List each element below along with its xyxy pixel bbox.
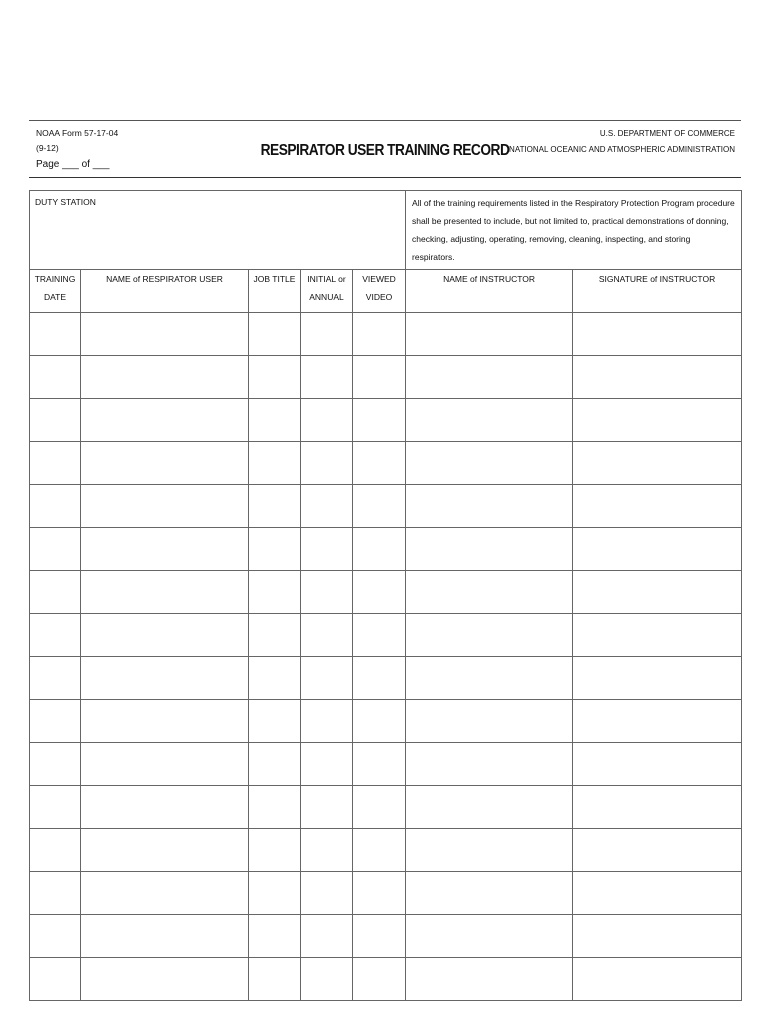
table-row [30,657,742,700]
col-instructor-name: NAME of INSTRUCTOR [406,270,573,313]
instructor-signature-cell[interactable] [573,872,742,915]
instructor-name-cell[interactable] [406,829,573,872]
table-row [30,356,742,399]
viewed-video-cell[interactable] [353,958,406,1001]
instructor-signature-cell[interactable] [573,442,742,485]
user-name-cell[interactable] [81,313,249,356]
training-date-cell[interactable] [30,829,81,872]
training-date-cell[interactable] [30,700,81,743]
user-name-cell[interactable] [81,485,249,528]
col-respirator-user-name: NAME of RESPIRATOR USER [81,270,249,313]
training-date-cell[interactable] [30,958,81,1001]
instructor-signature-cell[interactable] [573,700,742,743]
instructor-name-cell[interactable] [406,571,573,614]
initial-annual-cell[interactable] [301,958,353,1001]
job-title-cell[interactable] [249,700,301,743]
job-title-cell[interactable] [249,786,301,829]
job-title-cell[interactable] [249,872,301,915]
user-name-cell[interactable] [81,614,249,657]
initial-annual-cell[interactable] [301,700,353,743]
training-date-cell[interactable] [30,614,81,657]
table-row [30,442,742,485]
training-date-cell[interactable] [30,399,81,442]
training-requirements-note: All of the training requirements listed in the Respiratory Protection Program procedure shall be presented to include, but not limited to, practical demonstrations of donning, checking, adjusting, operating, removing, cleaning, inspecting, and storing respirators. [406,191,742,270]
training-date-cell[interactable] [30,485,81,528]
training-record-table [29,190,742,1001]
form-number: NOAA Form 57-17-04 [36,128,119,138]
initial-annual-cell[interactable] [301,485,353,528]
user-name-cell[interactable] [81,700,249,743]
instructor-name-cell[interactable] [406,528,573,571]
table-row [30,743,742,786]
table-row [30,614,742,657]
form-revision: (9-12) [36,143,59,153]
training-date-cell[interactable] [30,872,81,915]
job-title-cell[interactable] [249,614,301,657]
user-name-cell[interactable] [81,743,249,786]
training-date-cell[interactable] [30,786,81,829]
initial-annual-cell[interactable] [301,313,353,356]
viewed-video-cell[interactable] [353,313,406,356]
user-name-cell[interactable] [81,872,249,915]
viewed-video-cell[interactable] [353,829,406,872]
initial-annual-cell[interactable] [301,915,353,958]
instructor-name-cell[interactable] [406,356,573,399]
duty-station-row [30,191,742,270]
instructor-signature-cell[interactable] [573,958,742,1001]
table-row [30,786,742,829]
job-title-cell[interactable] [249,313,301,356]
training-date-cell[interactable] [30,356,81,399]
viewed-video-cell[interactable] [353,442,406,485]
instructor-name-cell[interactable] [406,442,573,485]
viewed-video-cell[interactable] [353,528,406,571]
initial-annual-cell[interactable] [301,786,353,829]
form-title: RESPIRATOR USER TRAINING RECORD [260,142,510,159]
job-title-cell[interactable] [249,399,301,442]
col-viewed-video: VIEWED VIDEO [353,270,406,313]
initial-annual-cell[interactable] [301,442,353,485]
viewed-video-cell[interactable] [353,700,406,743]
training-date-cell[interactable] [30,442,81,485]
viewed-video-cell[interactable] [353,872,406,915]
training-date-cell[interactable] [30,657,81,700]
viewed-video-cell[interactable] [353,614,406,657]
viewed-video-cell[interactable] [353,657,406,700]
agency-block [509,126,735,158]
initial-annual-cell[interactable] [301,356,353,399]
table-row [30,528,742,571]
instructor-name-cell[interactable] [406,915,573,958]
job-title-cell[interactable] [249,657,301,700]
col-initial-or-annual: INITIAL or ANNUAL [301,270,353,313]
training-date-cell[interactable] [30,743,81,786]
initial-annual-cell[interactable] [301,571,353,614]
job-title-cell[interactable] [249,743,301,786]
table-row [30,700,742,743]
instructor-name-cell[interactable] [406,614,573,657]
col-instructor-signature: SIGNATURE of INSTRUCTOR [573,270,742,313]
table-row [30,915,742,958]
initial-annual-cell[interactable] [301,829,353,872]
instructor-name-cell[interactable] [406,958,573,1001]
instructor-signature-cell[interactable] [573,614,742,657]
initial-annual-cell[interactable] [301,657,353,700]
viewed-video-cell[interactable] [353,356,406,399]
training-date-cell[interactable] [30,313,81,356]
table-row [30,571,742,614]
instructor-name-cell[interactable] [406,485,573,528]
column-header-row [30,270,742,313]
instructor-name-cell[interactable] [406,872,573,915]
table-row [30,958,742,1001]
job-title-cell[interactable] [249,571,301,614]
agency-name: NATIONAL OCEANIC AND ATMOSPHERIC ADMINISTRATION [509,145,735,154]
col-job-title: JOB TITLE [249,270,301,313]
viewed-video-cell[interactable] [353,485,406,528]
user-name-cell[interactable] [81,571,249,614]
user-name-cell[interactable] [81,442,249,485]
form-header [29,120,741,178]
job-title-cell[interactable] [249,356,301,399]
table-row [30,399,742,442]
page-indicator: Page ___ of ___ [36,159,110,170]
instructor-signature-cell[interactable] [573,313,742,356]
job-title-cell[interactable] [249,958,301,1001]
duty-station-field[interactable] [30,191,406,270]
initial-annual-cell[interactable] [301,872,353,915]
training-date-cell[interactable] [30,528,81,571]
initial-annual-cell[interactable] [301,743,353,786]
job-title-cell[interactable] [249,528,301,571]
user-name-cell[interactable] [81,528,249,571]
user-name-cell[interactable] [81,829,249,872]
viewed-video-cell[interactable] [353,743,406,786]
instructor-name-cell[interactable] [406,657,573,700]
table-row [30,872,742,915]
instructor-signature-cell[interactable] [573,528,742,571]
instructor-name-cell[interactable] [406,743,573,786]
viewed-video-cell[interactable] [353,786,406,829]
initial-annual-cell[interactable] [301,614,353,657]
viewed-video-cell[interactable] [353,571,406,614]
training-date-cell[interactable] [30,915,81,958]
instructor-signature-cell[interactable] [573,743,742,786]
table-row [30,485,742,528]
instructor-signature-cell[interactable] [573,786,742,829]
instructor-signature-cell[interactable] [573,571,742,614]
user-name-cell[interactable] [81,786,249,829]
entry-rows [30,313,742,1001]
initial-annual-cell[interactable] [301,399,353,442]
table-row [30,829,742,872]
instructor-name-cell[interactable] [406,313,573,356]
duty-station-label: DUTY STATION [35,197,96,207]
user-name-cell[interactable] [81,958,249,1001]
user-name-cell[interactable] [81,356,249,399]
job-title-cell[interactable] [249,829,301,872]
job-title-cell[interactable] [249,485,301,528]
instructor-signature-cell[interactable] [573,915,742,958]
user-name-cell[interactable] [81,399,249,442]
viewed-video-cell[interactable] [353,399,406,442]
department-name: U.S. DEPARTMENT OF COMMERCE [599,129,735,138]
col-training-date: TRAINING DATE [30,270,81,313]
job-title-cell[interactable] [249,442,301,485]
job-title-cell[interactable] [249,915,301,958]
instructor-signature-cell[interactable] [573,485,742,528]
user-name-cell[interactable] [81,657,249,700]
user-name-cell[interactable] [81,915,249,958]
viewed-video-cell[interactable] [353,915,406,958]
instructor-signature-cell[interactable] [573,657,742,700]
instructor-signature-cell[interactable] [573,829,742,872]
instructor-signature-cell[interactable] [573,399,742,442]
initial-annual-cell[interactable] [301,528,353,571]
table-row [30,313,742,356]
training-date-cell[interactable] [30,571,81,614]
instructor-name-cell[interactable] [406,786,573,829]
instructor-name-cell[interactable] [406,700,573,743]
instructor-name-cell[interactable] [406,399,573,442]
instructor-signature-cell[interactable] [573,356,742,399]
